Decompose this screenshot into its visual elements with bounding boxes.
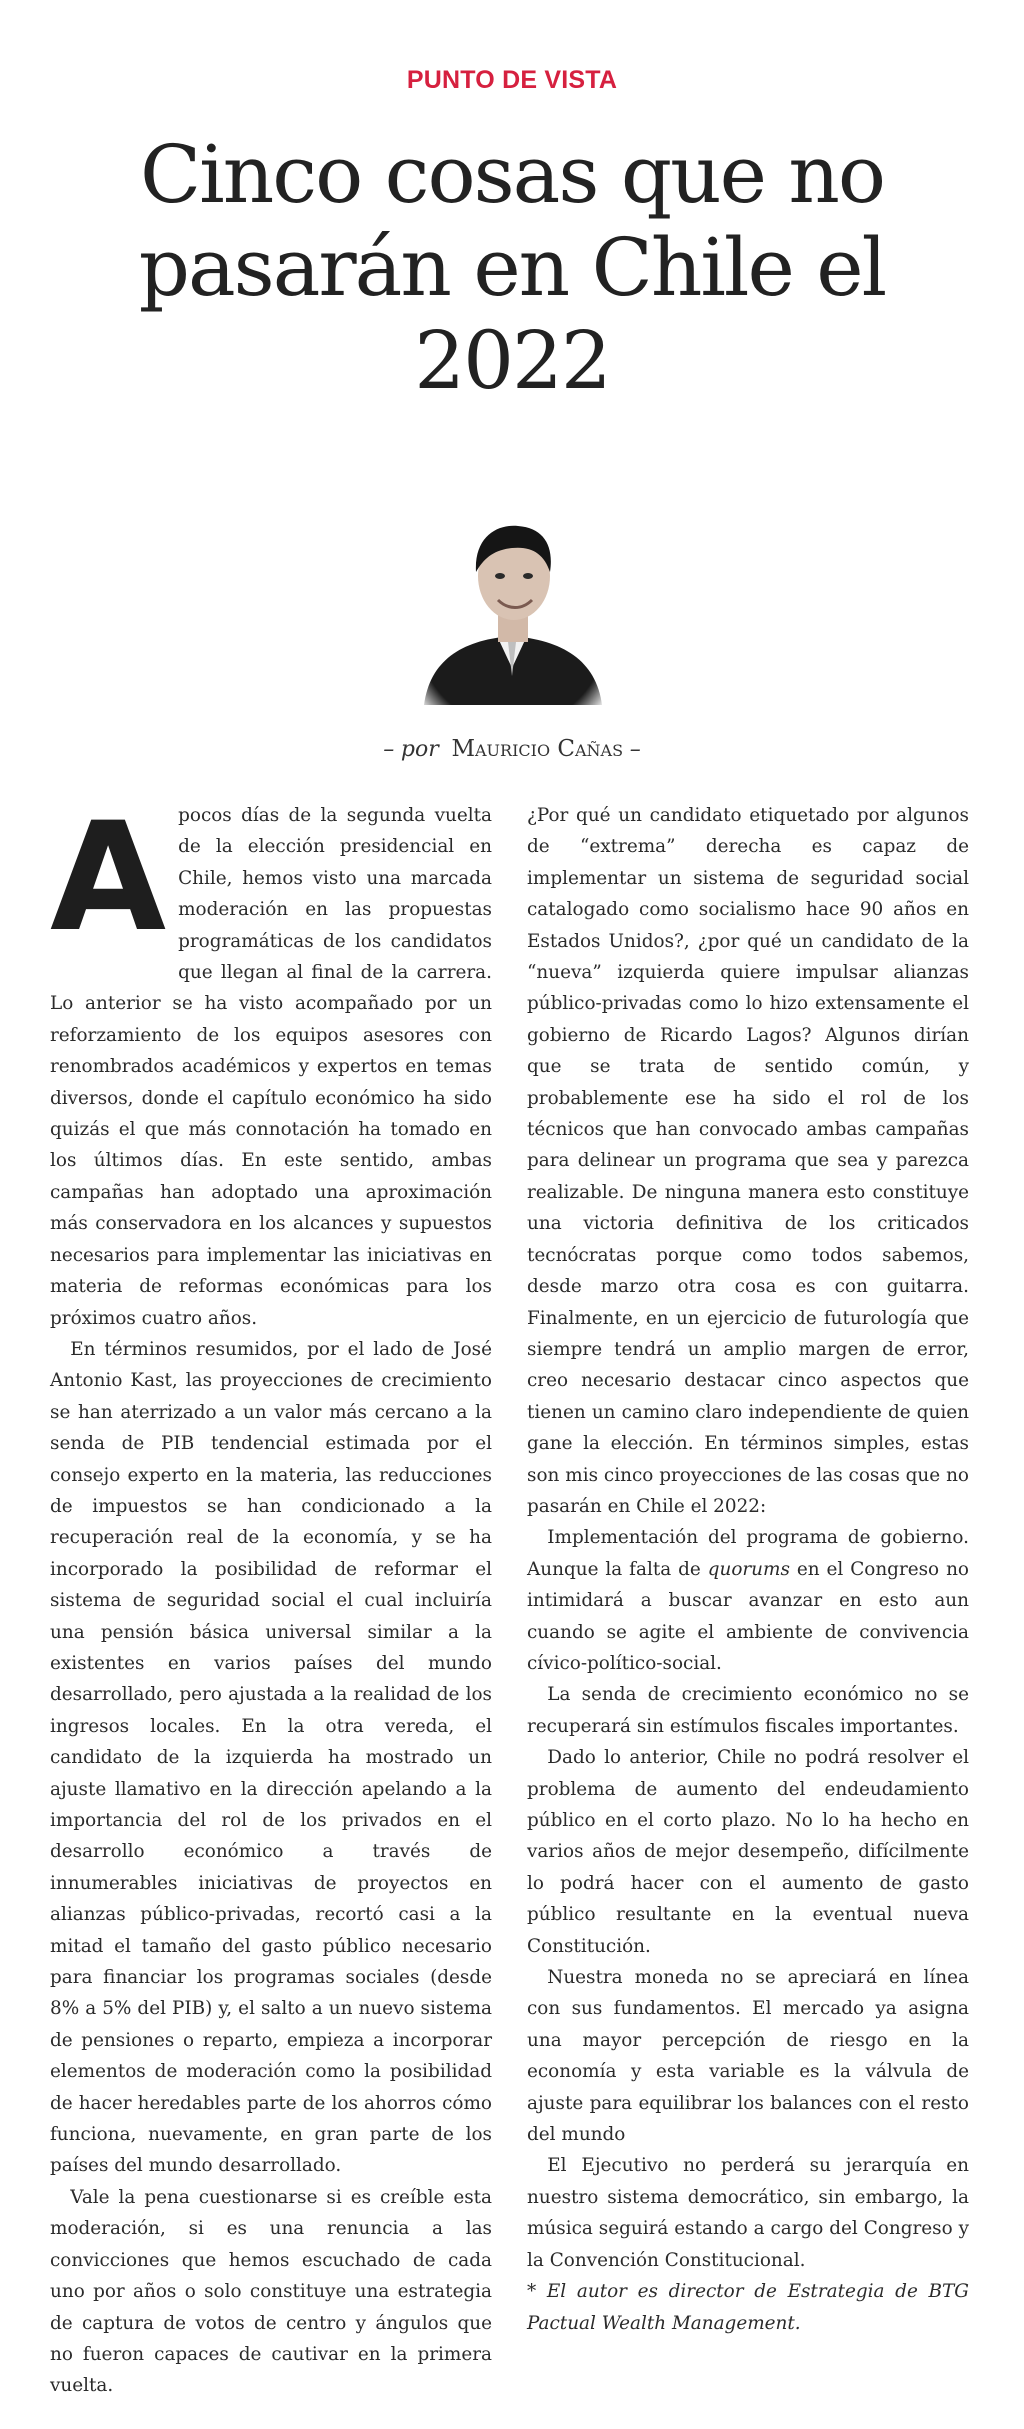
- byline-dash: –: [629, 737, 641, 762]
- author-portrait: [412, 500, 612, 710]
- author-note: * El autor es director de Estrategia de BTG Pactual Wealth Management.: [527, 2281, 969, 2334]
- author-portrait-icon: [412, 500, 612, 710]
- article-paragraph: [50, 791, 492, 1334]
- byline-prefix: por: [400, 737, 439, 762]
- article-paragraph: Dado lo anterior, Chile no podrá resolver el problema de aumento del endeudamiento público en el corto plazo. No lo ha hecho en varios años de mejor desempeño, difícilmente lo podrá hacer con el aumento de gasto público resultante en la eventual nueva Constitución.: [527, 1747, 969, 1957]
- headline: Cinco cosas que no pasarán en Chile el 2022: [138, 128, 886, 407]
- article-paragraph: La senda de crecimiento económico no se recuperará sin estímulos fiscales importantes.: [527, 1684, 969, 1737]
- article-paragraph: En términos resumidos, por el lado de José Antonio Kast, las proyecciones de crecimiento se han aterrizado a un valor más cercano a la senda de PIB tendencial estimada por el consejo experto en la materia, las reducciones de impuestos se han condicionado a la recuperación real de la economía, y se ha incorporado la posibilidad de reformar el sistema de seguridad social el cual incluiría una pensión básica universal similar a la existentes en varios países del mundo desarrollado, pero ajustada a la realidad de los ingresos locales. En la otra vereda, el candidato de la izquierda ha mostrado un ajuste llamativo en la dirección apelando a la importancia del rol de los privados en el desarrollo económico a través de innumerables iniciativas de proyectos en alianzas público-privadas, recortó casi a la mitad el tamaño del gasto público necesario para financiar los programas sociales (desde 8% a 5% del PIB) y, el salto a un nuevo sistema de pensiones o reparto, empieza a incorporar elementos de moderación como la posibilidad de hacer heredables parte de los ahorros cómo funciona, nuevamente, en gran parte de los países del mundo desarrollado.: [50, 1338, 492, 2177]
- article-paragraph: El Ejecutivo no perderá su jerarquía en nuestro sistema democrático, sin embargo, la música seguirá estando a cargo del Congreso y la Convención Constitucional.: [527, 2155, 969, 2271]
- paragraph-text: Implementación del programa de gobierno. Aunque la falta de: [527, 1527, 969, 1580]
- article-column-right: [527, 800, 969, 2339]
- emphasis-text: quorums: [707, 1558, 790, 1580]
- byline: [0, 736, 1024, 762]
- article-paragraph: ¿Por qué un candidato etiquetado por algunos de “extrema” derecha es capaz de implementar un sistema de seguridad social catalogado como socialismo hace 90 años en Estados Unidos?, ¿por qué un candidato de la “nueva” izquierda quiere impulsar alianzas público-privadas como lo hizo extensamente el gobierno de Ricardo Lagos? Algunos dirían que se trata de sentido común, y probablemente ese ha sido el rol de los técnicos que han convocado ambas campañas para delinear un programa que sea y parezca realizable. De ninguna manera esto constituye una victoria definitiva de los criticados tecnócratas porque como todos sabemos, desde marzo otra cosa es con guitarra. Finalmente, en un ejercicio de futurología que siempre tendrá un amplio margen de error, creo necesario destacar cinco aspectos que tienen un camino claro independiente de quien gane la elección. En términos simples, estas son mis cinco proyecciones de las cosas que no pasarán en Chile el 2022:: [527, 805, 969, 1517]
- article-paragraph: Nuestra moneda no se apreciará en línea con sus fundamentos. El mercado ya asigna una mayor percepción de riesgo en la economía y esta variable es la válvula de ajuste para equilibrar los balances con el resto del mundo: [527, 1967, 969, 2146]
- byline-dash: –: [383, 737, 395, 762]
- drop-cap: A: [50, 791, 167, 965]
- paragraph-text: pocos días de la segunda vuelta de la elección presidencial en Chile, hemos visto una marcada moderación en las propuestas programáticas de los candidatos que llegan al final de la carrera. Lo anterior se ha visto acompañado por un reforzamiento de los equipos asesores con renombrados académicos y expertos en temas diversos, donde el capítulo económico ha sido quizás el que más connotación ha tomado en los últimos días. En este sentido, ambas campañas han adoptado una aproximación más conservadora en los alcances y supuestos necesarios para implementar las iniciativas en materia de reformas económicas para los próximos cuatro años.: [50, 805, 492, 1329]
- byline-author: Mauricio Cañas: [451, 736, 624, 762]
- article-paragraph: [527, 1522, 969, 1679]
- article-column-left: [50, 791, 492, 2402]
- paragraph-text: en el Congreso no intimidará a buscar avanzar en esto aun cuando se agite el ambiente de convivencia cívico-político-social.: [527, 1558, 969, 1674]
- section-label: PUNTO DE VISTA: [406, 66, 618, 94]
- article-paragraph: Vale la pena cuestionarse si es creíble esta moderación, si es una renuncia a las convicciones que hemos escuchado de cada uno por años o solo constituye una estrategia de captura de votos de centro y ángulos que no fueron capaces de cautivar en la primera vuelta.: [50, 2186, 492, 2397]
